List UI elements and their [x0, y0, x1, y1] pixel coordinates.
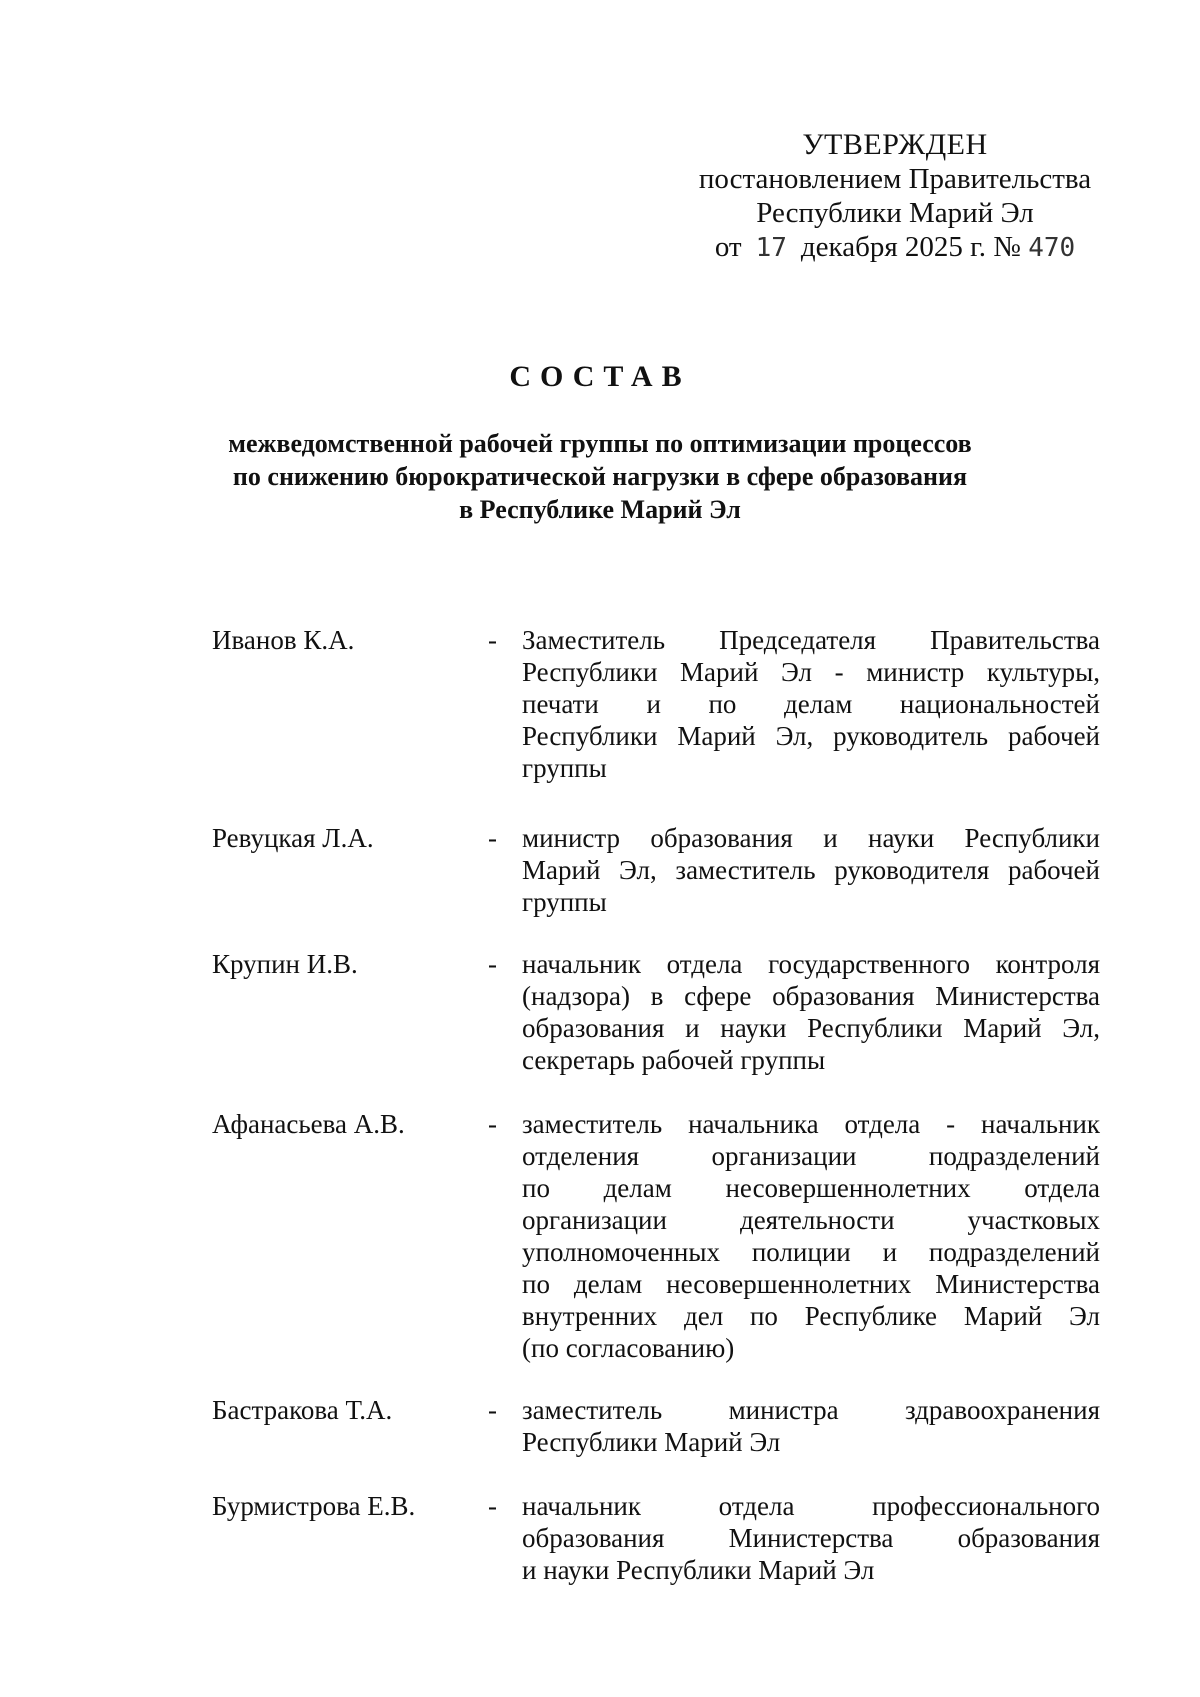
date-prefix: от	[714, 231, 742, 263]
position-line: заместитель министра здравоохранения	[522, 1395, 1100, 1425]
members-list	[0, 624, 1200, 1586]
position-line: отделения организации подразделений	[522, 1141, 1100, 1171]
position-line: Марий Эл, заместитель руководителя рабочей	[522, 855, 1100, 885]
document-title: СОСТАВ	[509, 360, 691, 393]
date-rest: декабря 2025 г. №	[800, 231, 1021, 263]
position-line: по делам несовершеннолетних отдела	[522, 1173, 1100, 1203]
position-line: группы	[522, 887, 607, 917]
position-line: и науки Республики Марий Эл	[522, 1555, 875, 1585]
member-position	[522, 1108, 1100, 1364]
member-dash: -	[488, 949, 497, 979]
member-position	[522, 624, 1100, 784]
date-day: 17	[755, 233, 787, 263]
member-row	[0, 822, 1200, 918]
document-subtitle	[0, 427, 1200, 526]
member-name: Афанасьева А.В.	[212, 1109, 405, 1139]
position-line: заместитель начальника отдела - начальник	[522, 1109, 1100, 1139]
position-line: печати и по делам национальностей	[522, 689, 1100, 719]
member-position	[522, 1490, 1100, 1586]
member-dash: -	[488, 1109, 497, 1139]
approval-stamp	[690, 128, 1100, 265]
position-line: Республики Марий Эл	[522, 1427, 781, 1457]
position-line: организации деятельности участковых	[522, 1205, 1100, 1235]
member-name: Бурмистрова Е.В.	[212, 1491, 416, 1521]
member-position	[522, 1394, 1100, 1458]
member-dash: -	[488, 625, 497, 655]
position-line: Заместитель Председателя Правительства	[522, 625, 1100, 655]
document-number: 470	[1028, 233, 1076, 263]
approval-date-line	[690, 230, 1100, 265]
approval-line-resolution: постановлением Правительства	[698, 163, 1092, 195]
member-position	[522, 822, 1100, 918]
subtitle-line: межведомственной рабочей группы по оптимизации процессов	[228, 429, 972, 458]
member-row	[0, 624, 1200, 784]
position-line: группы	[522, 753, 607, 783]
position-line: уполномоченных полиции и подразделений	[522, 1237, 1100, 1267]
position-line: по делам несовершеннолетних Министерства	[522, 1269, 1100, 1299]
subtitle-line: по снижению бюрократической нагрузки в сфере образования	[232, 462, 968, 491]
member-dash: -	[488, 1395, 497, 1425]
member-name: Бастракова Т.А.	[212, 1395, 393, 1425]
member-dash: -	[488, 823, 497, 853]
position-line: Республики Марий Эл - министр культуры,	[522, 657, 1100, 687]
subtitle-line: в Республике Марий Эл	[459, 495, 741, 524]
position-line: начальник отдела государственного контроля	[522, 949, 1100, 979]
approval-heading: УТВЕРЖДЕН	[802, 128, 988, 161]
position-line: внутренних дел по Республике Марий Эл	[522, 1301, 1100, 1331]
member-row	[0, 1490, 1200, 1586]
position-line: (по согласованию)	[522, 1333, 735, 1363]
member-row	[0, 948, 1200, 1076]
position-line: образования Министерства образования	[522, 1523, 1100, 1553]
member-row	[0, 1108, 1200, 1364]
position-line: начальник отдела профессионального	[522, 1491, 1100, 1521]
approval-line-republic: Республики Марий Эл	[756, 197, 1034, 229]
member-dash: -	[488, 1491, 497, 1521]
member-name: Крупин И.В.	[212, 949, 358, 979]
position-line: образования и науки Республики Марий Эл,	[522, 1013, 1100, 1043]
position-line: Республики Марий Эл, руководитель рабочей	[522, 721, 1100, 751]
member-position	[522, 948, 1100, 1076]
position-line: секретарь рабочей группы	[522, 1045, 826, 1075]
member-row	[0, 1394, 1200, 1458]
position-line: (надзора) в сфере образования Министерства	[522, 981, 1100, 1011]
member-name: Иванов К.А.	[212, 625, 355, 655]
member-name: Ревуцкая Л.А.	[212, 823, 374, 853]
position-line: министр образования и науки Республики	[522, 823, 1100, 853]
